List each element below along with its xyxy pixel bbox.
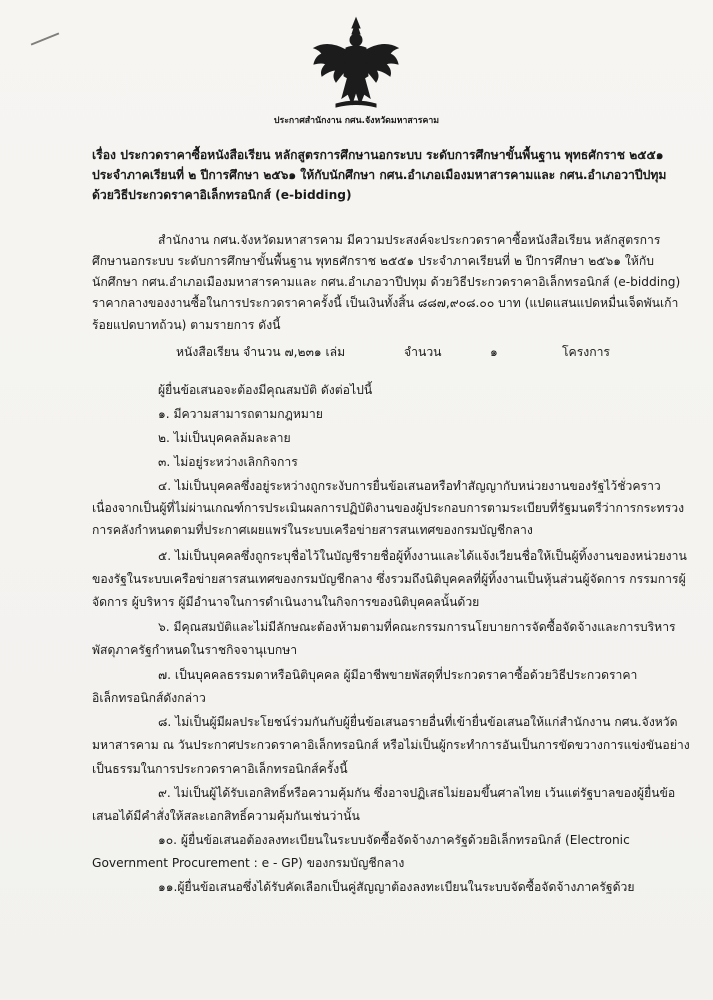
qualification-4-line-3: การคลังกำหนดตามที่ประกาศเผยแพร่ในระบบเครือข่ายสารสนเทศของกรมบัญชีกลาง — [92, 523, 533, 537]
qualification-5-line-3: จัดการ ผู้บริหาร ผู้มีอำนาจในการดำเนินงานในกิจการของนิติบุคคลนั้นด้วย — [92, 595, 480, 609]
qualification-4-line-2: เนื่องจากเป็นผู้ที่ไม่ผ่านเกณฑ์การประเมินผลการปฏิบัติงานของผู้ประกอบการตามระเบียบที่รัฐมนตรีว่าการกระทรวง — [92, 501, 685, 515]
qualification-7-line-2: อิเล็กทรอนิกส์ดังกล่าว — [92, 691, 206, 705]
qualification-9-line-2: เสนอได้มีคำสั่งให้สละเอกสิทธิ์ความคุ้มกันเช่นว่านั้น — [92, 809, 360, 823]
qualification-3: ๓. ไม่อยู่ระหว่างเลิกกิจการ — [158, 455, 298, 469]
garuda-emblem-icon — [310, 14, 402, 110]
subject-line-3: ด้วยวิธีประกวดราคาอิเล็กทรอนิกส์ (e-bidding) — [92, 188, 352, 202]
qualification-6-line-2: พัสดุภาครัฐกำหนดในราชกิจจานุเบกษา — [92, 643, 298, 657]
intro-line-2: ศึกษานอกระบบ ระดับการศึกษาขั้นพื้นฐาน พุทธศักราช ๒๕๕๑ ประจำภาคเรียนที่ ๒ ปีการศึกษา ๒๕๖๑ ให้กับ — [92, 254, 654, 268]
qualification-5-line-1: ๕. ไม่เป็นบุคคลซึ่งถูกระบุชื่อไว้ในบัญชีรายชื่อผู้ทิ้งงานและได้แจ้งเวียนชื่อให้เป็นผู้ทิ้งงานของหน่วยงาน — [158, 549, 687, 563]
item-name: หนังสือเรียน จำนวน ๗,๒๓๑ เล่ม — [176, 345, 346, 359]
intro-line-4: ราคากลางของงานซื้อในการประกวดราคาครั้งนี้ เป็นเงินทั้งสิ้น ๘๘๗,๙๐๘.๐๐ บาท (แปดแสนแปดหมื่นเจ็ดพันเก้า — [92, 296, 679, 310]
qualification-11-line-1: ๑๑.ผู้ยื่นข้อเสนอซึ่งได้รับคัดเลือกเป็นคู่สัญญาต้องลงทะเบียนในระบบจัดซื้อจัดจ้างภาครัฐด้วย — [158, 880, 635, 894]
qualification-1: ๑. มีความสามารถตามกฎหมาย — [158, 407, 323, 421]
intro-line-3: นักศึกษา กศน.อำเภอเมืองมหาสารคามและ กศน.อำเภอวาปีปทุม ด้วยวิธีประกวดราคาอิเล็กทรอนิกส์ (e-bidding) — [92, 275, 681, 289]
item-qty-label: จำนวน — [404, 345, 442, 359]
qualifications-heading: ผู้ยื่นข้อเสนอจะต้องมีคุณสมบัติ ดังต่อไปนี้ — [158, 383, 373, 397]
intro-line-1: สำนักงาน กศน.จังหวัดมหาสารคาม มีความประสงค์จะประกวดราคาซื้อหนังสือเรียน หลักสูตรการ — [158, 233, 661, 247]
qualification-8-line-2: มหาสารคาม ณ วันประกาศประกวดราคาอิเล็กทรอนิกส์ หรือไม่เป็นผู้กระทำการอันเป็นการขัดขวางการแข่งขันอย่าง — [92, 738, 690, 752]
document-title: ประกาศสำนักงาน กศน.จังหวัดมหาสารคาม — [273, 116, 440, 126]
qualification-5-line-2: ของรัฐในระบบเครือข่ายสารสนเทศของกรมบัญชีกลาง ซึ่งรวมถึงนิติบุคคลที่ผู้ทิ้งงานเป็นหุ้นส่วนผู้จัดการ กรรมการผู้ — [92, 572, 686, 586]
qualification-4-line-1: ๔. ไม่เป็นบุคคลซึ่งอยู่ระหว่างถูกระงับการยื่นข้อเสนอหรือทำสัญญากับหน่วยงานของรัฐไว้ชั่วคราว — [158, 479, 661, 493]
qualification-8-line-3: เป็นธรรมในการประกวดราคาอิเล็กทรอนิกส์ครั้งนี้ — [92, 762, 348, 776]
qualification-10-line-1: ๑๐. ผู้ยื่นข้อเสนอต้องลงทะเบียนในระบบจัดซื้อจัดจ้างภาครัฐด้วยอิเล็กทรอนิกส์ (Electronic — [158, 833, 630, 847]
qualification-7-line-1: ๗. เป็นบุคคลธรรมดาหรือนิติบุคคล ผู้มีอาชีพขายพัสดุที่ประกวดราคาซื้อด้วยวิธีประกวดราคา — [158, 668, 638, 682]
qualification-10-line-2: Government Procurement : e - GP) ของกรมบัญชีกลาง — [92, 856, 405, 870]
subject-line-1: เรื่อง ประกวดราคาซื้อหนังสือเรียน หลักสูตรการศึกษานอกระบบ ระดับการศึกษาขั้นพื้นฐาน พุทธศักราช ๒๕๕๑ — [92, 148, 664, 162]
pen-mark — [31, 32, 60, 45]
subject-line-2: ประจำภาคเรียนที่ ๒ ปีการศึกษา ๒๕๖๑ ให้กับนักศึกษา กศน.อำเภอเมืองมหาสารคามและ กศน.อำเภอวาปีปทุม — [92, 168, 667, 182]
item-unit: โครงการ — [562, 345, 610, 359]
qualification-9-line-1: ๙. ไม่เป็นผู้ได้รับเอกสิทธิ์หรือความคุ้มกัน ซึ่งอาจปฏิเสธไม่ยอมขึ้นศาลไทย เว้นแต่รัฐบาลของผู้ยื่นข้อ — [158, 786, 676, 800]
qualification-2: ๒. ไม่เป็นบุคคลล้มละลาย — [158, 431, 291, 445]
item-qty: ๑ — [490, 345, 498, 359]
qualification-6-line-1: ๖. มีคุณสมบัติและไม่มีลักษณะต้องห้ามตามที่คณะกรรมการนโยบายการจัดซื้อจัดจ้างและการบริหาร — [158, 620, 676, 634]
qualification-8-line-1: ๘. ไม่เป็นผู้มีผลประโยชน์ร่วมกันกับผู้ยื่นข้อเสนอรายอื่นที่เข้ายื่นข้อเสนอให้แก่สำนักงาน กศน.จังหวัด — [158, 715, 678, 729]
intro-line-5: ร้อยแปดบาทถ้วน) ตามรายการ ดังนี้ — [92, 318, 281, 332]
